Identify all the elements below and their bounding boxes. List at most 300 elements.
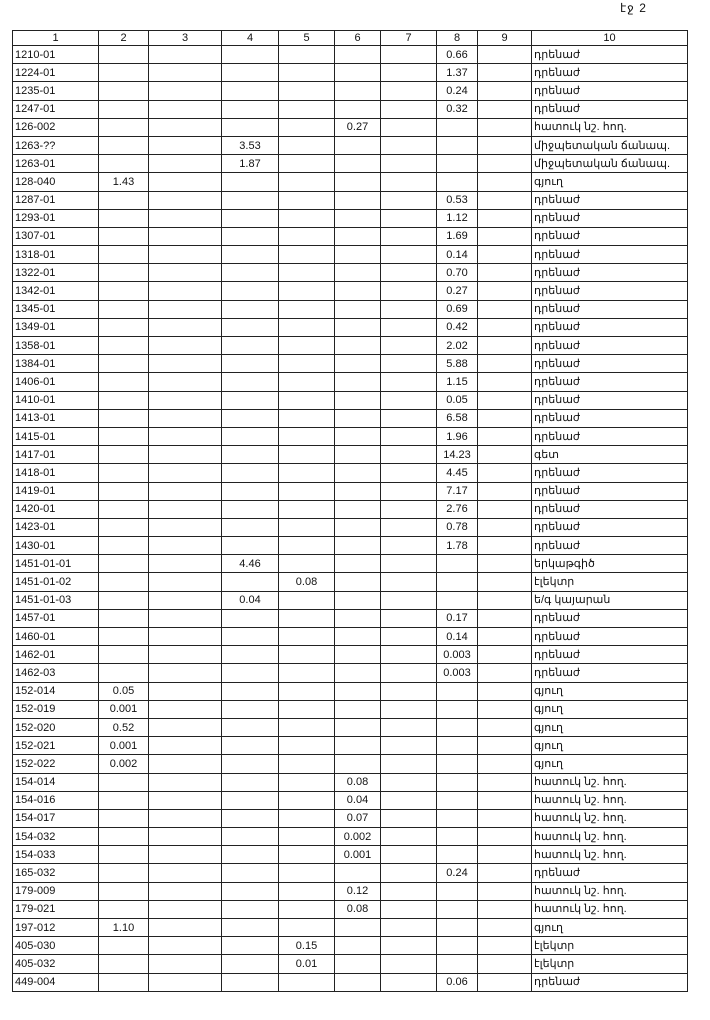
table-cell-col-6 — [335, 591, 381, 609]
table-cell-col-9 — [478, 246, 532, 264]
table-row — [13, 919, 688, 937]
table-cell-col-5 — [279, 209, 335, 227]
table-row — [13, 609, 688, 627]
table-cell-col-10: դրենաժ — [532, 391, 688, 409]
table-cell-col-2 — [99, 591, 149, 609]
table-cell-col-4 — [222, 682, 279, 700]
table-cell-col-9 — [478, 846, 532, 864]
table-cell-col-4 — [222, 809, 279, 827]
table-cell-col-9 — [478, 828, 532, 846]
table-cell-col-3 — [149, 136, 222, 154]
table-cell-col-8: 7.17 — [437, 482, 478, 500]
table-cell-col-9 — [478, 391, 532, 409]
table-cell-col-7 — [381, 900, 437, 918]
table-cell-col-1: 1358-01 — [13, 337, 99, 355]
table-cell-col-9 — [478, 809, 532, 827]
table-cell-col-1: 1263-01 — [13, 155, 99, 173]
table-cell-col-7 — [381, 464, 437, 482]
table-cell-col-8: 1.15 — [437, 373, 478, 391]
table-cell-col-9 — [478, 973, 532, 991]
table-row — [13, 682, 688, 700]
table-cell-col-9 — [478, 355, 532, 373]
table-cell-col-5 — [279, 427, 335, 445]
table-cell-col-2: 0.52 — [99, 718, 149, 736]
table-cell-col-8: 0.14 — [437, 628, 478, 646]
table-cell-col-6: 0.002 — [335, 828, 381, 846]
table-cell-col-5 — [279, 264, 335, 282]
table-row — [13, 700, 688, 718]
table-cell-col-2 — [99, 391, 149, 409]
table-cell-col-8 — [437, 591, 478, 609]
table-cell-col-4 — [222, 955, 279, 973]
table-cell-col-2 — [99, 518, 149, 536]
table-cell-col-10: դրենաժ — [532, 191, 688, 209]
table-cell-col-3 — [149, 209, 222, 227]
table-cell-col-8: 1.78 — [437, 537, 478, 555]
table-row — [13, 864, 688, 882]
table-cell-col-9 — [478, 500, 532, 518]
table-cell-col-1: 179-009 — [13, 882, 99, 900]
table-cell-col-7 — [381, 846, 437, 864]
table-cell-col-4 — [222, 464, 279, 482]
table-cell-col-6: 0.27 — [335, 118, 381, 136]
table-cell-col-3 — [149, 173, 222, 191]
table-row — [13, 64, 688, 82]
table-cell-col-4 — [222, 355, 279, 373]
table-row — [13, 518, 688, 536]
table-cell-col-4 — [222, 246, 279, 264]
table-cell-col-10: դրենաժ — [532, 973, 688, 991]
table-cell-col-3 — [149, 718, 222, 736]
table-cell-col-5 — [279, 646, 335, 664]
table-cell-col-7 — [381, 409, 437, 427]
table-cell-col-4: 0.04 — [222, 591, 279, 609]
table-cell-col-7 — [381, 82, 437, 100]
table-cell-col-8 — [437, 755, 478, 773]
table-cell-col-2 — [99, 209, 149, 227]
table-cell-col-5 — [279, 100, 335, 118]
table-cell-col-5 — [279, 464, 335, 482]
table-cell-col-7 — [381, 46, 437, 64]
table-cell-col-1: 154-032 — [13, 828, 99, 846]
table-cell-col-4 — [222, 937, 279, 955]
table-cell-col-1: 152-021 — [13, 737, 99, 755]
table-cell-col-10: դրենաժ — [532, 609, 688, 627]
table-cell-col-3 — [149, 646, 222, 664]
table-cell-col-10: դրենաժ — [532, 409, 688, 427]
table-cell-col-2 — [99, 446, 149, 464]
table-cell-col-2 — [99, 355, 149, 373]
table-cell-col-4 — [222, 518, 279, 536]
table-cell-col-8 — [437, 791, 478, 809]
table-row — [13, 191, 688, 209]
table-cell-col-8: 6.58 — [437, 409, 478, 427]
table-cell-col-6: 0.001 — [335, 846, 381, 864]
table-cell-col-5 — [279, 282, 335, 300]
table-cell-col-6 — [335, 355, 381, 373]
table-cell-col-3 — [149, 500, 222, 518]
table-cell-col-4 — [222, 700, 279, 718]
table-cell-col-2 — [99, 464, 149, 482]
table-cell-col-5 — [279, 864, 335, 882]
table-cell-col-6 — [335, 318, 381, 336]
table-row — [13, 300, 688, 318]
table-cell-col-3 — [149, 118, 222, 136]
table-cell-col-5 — [279, 482, 335, 500]
table-cell-col-2: 1.10 — [99, 919, 149, 937]
table-cell-col-10: հատուկ նշ. հող. — [532, 900, 688, 918]
table-cell-col-7 — [381, 209, 437, 227]
table-cell-col-10: հատուկ նշ. հող. — [532, 882, 688, 900]
table-row — [13, 264, 688, 282]
table-cell-col-5 — [279, 755, 335, 773]
table-cell-col-1: 1406-01 — [13, 373, 99, 391]
table-row — [13, 955, 688, 973]
table-cell-col-3 — [149, 537, 222, 555]
table-cell-col-9 — [478, 337, 532, 355]
table-cell-col-3 — [149, 446, 222, 464]
table-cell-col-3 — [149, 391, 222, 409]
table-cell-col-2 — [99, 664, 149, 682]
table-cell-col-1: 1349-01 — [13, 318, 99, 336]
table-cell-col-10: էլեկտր — [532, 573, 688, 591]
table-cell-col-7 — [381, 664, 437, 682]
table-cell-col-2 — [99, 809, 149, 827]
table-cell-col-4 — [222, 737, 279, 755]
table-cell-col-2 — [99, 100, 149, 118]
table-cell-col-6: 0.08 — [335, 900, 381, 918]
table-cell-col-2 — [99, 246, 149, 264]
table-cell-col-5 — [279, 555, 335, 573]
table-cell-col-3 — [149, 409, 222, 427]
table-cell-col-7 — [381, 500, 437, 518]
table-cell-col-10: հատուկ նշ. հող. — [532, 118, 688, 136]
table-cell-col-6 — [335, 537, 381, 555]
table-cell-col-4 — [222, 882, 279, 900]
table-cell-col-9 — [478, 100, 532, 118]
table-cell-col-9 — [478, 300, 532, 318]
table-cell-col-8: 0.14 — [437, 246, 478, 264]
table-row — [13, 755, 688, 773]
table-cell-col-3 — [149, 937, 222, 955]
table-cell-col-8: 0.17 — [437, 609, 478, 627]
table-cell-col-10: դրենաժ — [532, 337, 688, 355]
table-cell-col-9 — [478, 900, 532, 918]
table-cell-col-10: դրենաժ — [532, 227, 688, 245]
table-cell-col-2 — [99, 937, 149, 955]
table-cell-col-8 — [437, 118, 478, 136]
table-cell-col-3 — [149, 246, 222, 264]
land-register-table — [12, 30, 688, 992]
table-cell-col-8 — [437, 882, 478, 900]
table-cell-col-9 — [478, 628, 532, 646]
table-cell-col-6 — [335, 955, 381, 973]
table-cell-col-5 — [279, 973, 335, 991]
table-cell-col-3 — [149, 427, 222, 445]
table-cell-col-9 — [478, 664, 532, 682]
table-cell-col-10: հատուկ նշ. հող. — [532, 809, 688, 827]
table-row — [13, 718, 688, 736]
table-cell-col-5 — [279, 591, 335, 609]
table-cell-col-8: 2.76 — [437, 500, 478, 518]
table-cell-col-9 — [478, 209, 532, 227]
table-cell-col-2 — [99, 828, 149, 846]
table-cell-col-9 — [478, 591, 532, 609]
table-cell-col-1: 126-002 — [13, 118, 99, 136]
table-cell-col-5 — [279, 173, 335, 191]
table-cell-col-8 — [437, 846, 478, 864]
table-cell-col-1: 1417-01 — [13, 446, 99, 464]
table-cell-col-5 — [279, 155, 335, 173]
table-cell-col-4 — [222, 609, 279, 627]
table-cell-col-8 — [437, 919, 478, 937]
table-cell-col-10: գյուղ — [532, 700, 688, 718]
table-cell-col-6 — [335, 937, 381, 955]
header-row — [13, 31, 688, 46]
table-row — [13, 828, 688, 846]
table-cell-col-6 — [335, 191, 381, 209]
table-cell-col-8 — [437, 136, 478, 154]
table-cell-col-2 — [99, 318, 149, 336]
page-number-label: էջ 2 — [620, 1, 647, 15]
table-cell-col-9 — [478, 737, 532, 755]
table-cell-col-8: 5.88 — [437, 355, 478, 373]
table-cell-col-3 — [149, 227, 222, 245]
table-row — [13, 427, 688, 445]
table-cell-col-6 — [335, 64, 381, 82]
column-header: 2 — [99, 31, 149, 46]
table-cell-col-9 — [478, 937, 532, 955]
table-cell-col-9 — [478, 318, 532, 336]
table-cell-col-2 — [99, 500, 149, 518]
table-cell-col-8: 4.45 — [437, 464, 478, 482]
table-cell-col-7 — [381, 755, 437, 773]
table-row — [13, 246, 688, 264]
table-cell-col-9 — [478, 118, 532, 136]
table-cell-col-1: 1420-01 — [13, 500, 99, 518]
table-cell-col-10: դրենաժ — [532, 355, 688, 373]
table-cell-col-3 — [149, 791, 222, 809]
table-cell-col-3 — [149, 700, 222, 718]
table-row — [13, 173, 688, 191]
table-cell-col-8: 1.37 — [437, 64, 478, 82]
table-cell-col-3 — [149, 282, 222, 300]
table-cell-col-5 — [279, 718, 335, 736]
table-cell-col-6: 0.08 — [335, 773, 381, 791]
table-cell-col-4 — [222, 900, 279, 918]
table-cell-col-9 — [478, 373, 532, 391]
table-cell-col-10: դրենաժ — [532, 318, 688, 336]
table-cell-col-6 — [335, 155, 381, 173]
table-cell-col-4 — [222, 646, 279, 664]
table-cell-col-4 — [222, 173, 279, 191]
table-cell-col-3 — [149, 555, 222, 573]
table-cell-col-1: 1462-03 — [13, 664, 99, 682]
table-cell-col-5 — [279, 227, 335, 245]
table-cell-col-8: 1.96 — [437, 427, 478, 445]
table-cell-col-7 — [381, 518, 437, 536]
table-cell-col-3 — [149, 155, 222, 173]
table-cell-col-1: 405-032 — [13, 955, 99, 973]
table-cell-col-9 — [478, 537, 532, 555]
table-cell-col-3 — [149, 82, 222, 100]
table-cell-col-7 — [381, 555, 437, 573]
table-cell-col-1: 154-016 — [13, 791, 99, 809]
table-cell-col-7 — [381, 118, 437, 136]
table-cell-col-4 — [222, 373, 279, 391]
table-cell-col-8 — [437, 555, 478, 573]
table-cell-col-1: 1287-01 — [13, 191, 99, 209]
table-cell-col-5 — [279, 537, 335, 555]
table-cell-col-2 — [99, 773, 149, 791]
table-row — [13, 646, 688, 664]
table-cell-col-10: հատուկ նշ. հող. — [532, 828, 688, 846]
table-cell-col-8: 0.70 — [437, 264, 478, 282]
table-cell-col-10: միջպետական ճանապ. — [532, 155, 688, 173]
table-cell-col-8 — [437, 937, 478, 955]
table-cell-col-2: 0.001 — [99, 700, 149, 718]
table-cell-col-10: միջպետական ճանապ. — [532, 136, 688, 154]
table-cell-col-10: դրենաժ — [532, 427, 688, 445]
table-cell-col-6 — [335, 100, 381, 118]
table-cell-col-1: 1462-01 — [13, 646, 99, 664]
table-row — [13, 482, 688, 500]
table-cell-col-10: դրենաժ — [532, 628, 688, 646]
table-cell-col-8 — [437, 773, 478, 791]
table-cell-col-4 — [222, 664, 279, 682]
table-cell-col-9 — [478, 136, 532, 154]
table-cell-col-9 — [478, 82, 532, 100]
table-row — [13, 809, 688, 827]
table-row — [13, 573, 688, 591]
table-cell-col-9 — [478, 700, 532, 718]
table-cell-col-1: 179-021 — [13, 900, 99, 918]
table-cell-col-6 — [335, 919, 381, 937]
table-cell-col-2 — [99, 482, 149, 500]
table-cell-col-7 — [381, 628, 437, 646]
table-cell-col-5 — [279, 136, 335, 154]
table-cell-col-7 — [381, 791, 437, 809]
table-cell-col-9 — [478, 955, 532, 973]
table-cell-col-3 — [149, 191, 222, 209]
table-cell-col-4 — [222, 191, 279, 209]
table-cell-col-6 — [335, 573, 381, 591]
table-cell-col-1: 1457-01 — [13, 609, 99, 627]
table-cell-col-9 — [478, 482, 532, 500]
table-cell-col-9 — [478, 718, 532, 736]
table-cell-col-1: 1224-01 — [13, 64, 99, 82]
table-cell-col-3 — [149, 755, 222, 773]
table-cell-col-5 — [279, 300, 335, 318]
table-cell-col-1: 1418-01 — [13, 464, 99, 482]
table-cell-col-4 — [222, 318, 279, 336]
table-cell-col-1: 1345-01 — [13, 300, 99, 318]
table-cell-col-6 — [335, 464, 381, 482]
table-cell-col-1: 152-022 — [13, 755, 99, 773]
table-row — [13, 337, 688, 355]
table-cell-col-8 — [437, 173, 478, 191]
table-cell-col-9 — [478, 518, 532, 536]
table-cell-col-4: 1.87 — [222, 155, 279, 173]
table-cell-col-5 — [279, 82, 335, 100]
table-cell-col-8: 0.06 — [437, 973, 478, 991]
table-cell-col-8: 0.32 — [437, 100, 478, 118]
table-cell-col-4: 4.46 — [222, 555, 279, 573]
table-cell-col-6 — [335, 82, 381, 100]
table-cell-col-9 — [478, 555, 532, 573]
table-cell-col-7 — [381, 646, 437, 664]
table-cell-col-10: դրենաժ — [532, 500, 688, 518]
table-cell-col-6 — [335, 518, 381, 536]
table-cell-col-10: հատուկ նշ. հող. — [532, 846, 688, 864]
table-cell-col-3 — [149, 973, 222, 991]
table-cell-col-6: 0.07 — [335, 809, 381, 827]
table-cell-col-3 — [149, 809, 222, 827]
table-cell-col-4 — [222, 537, 279, 555]
table-cell-col-2 — [99, 646, 149, 664]
table-cell-col-1: 1342-01 — [13, 282, 99, 300]
table-cell-col-4 — [222, 391, 279, 409]
table-cell-col-10: գյուղ — [532, 737, 688, 755]
table-row — [13, 373, 688, 391]
table-row — [13, 846, 688, 864]
table-cell-col-6: 0.04 — [335, 791, 381, 809]
table-cell-col-2 — [99, 900, 149, 918]
table-cell-col-6 — [335, 209, 381, 227]
table-row — [13, 46, 688, 64]
table-cell-col-4 — [222, 864, 279, 882]
table-cell-col-6 — [335, 391, 381, 409]
table-cell-col-1: 1410-01 — [13, 391, 99, 409]
table-cell-col-3 — [149, 919, 222, 937]
table-cell-col-7 — [381, 337, 437, 355]
table-cell-col-8: 0.24 — [437, 82, 478, 100]
table-row — [13, 937, 688, 955]
table-cell-col-9 — [478, 646, 532, 664]
table-cell-col-3 — [149, 773, 222, 791]
table-cell-col-7 — [381, 282, 437, 300]
table-cell-col-10: գյուղ — [532, 682, 688, 700]
table-cell-col-8 — [437, 955, 478, 973]
table-row — [13, 136, 688, 154]
table-cell-col-7 — [381, 227, 437, 245]
table-row — [13, 355, 688, 373]
table-cell-col-7 — [381, 446, 437, 464]
table-cell-col-9 — [478, 64, 532, 82]
table-cell-col-5 — [279, 246, 335, 264]
table-cell-col-1: 152-019 — [13, 700, 99, 718]
table-cell-col-5 — [279, 791, 335, 809]
table-cell-col-6 — [335, 427, 381, 445]
table-cell-col-8: 0.003 — [437, 664, 478, 682]
table-cell-col-4 — [222, 791, 279, 809]
table-cell-col-2: 1.43 — [99, 173, 149, 191]
table-cell-col-4 — [222, 82, 279, 100]
table-cell-col-7 — [381, 591, 437, 609]
table-cell-col-4 — [222, 573, 279, 591]
table-cell-col-1: 152-014 — [13, 682, 99, 700]
table-cell-col-3 — [149, 264, 222, 282]
table-cell-col-6 — [335, 300, 381, 318]
table-cell-col-1: 449-004 — [13, 973, 99, 991]
table-cell-col-5 — [279, 900, 335, 918]
table-cell-col-6 — [335, 646, 381, 664]
table-cell-col-3 — [149, 682, 222, 700]
table-cell-col-1: 1307-01 — [13, 227, 99, 245]
table-cell-col-6 — [335, 409, 381, 427]
table-cell-col-7 — [381, 882, 437, 900]
table-row — [13, 409, 688, 427]
